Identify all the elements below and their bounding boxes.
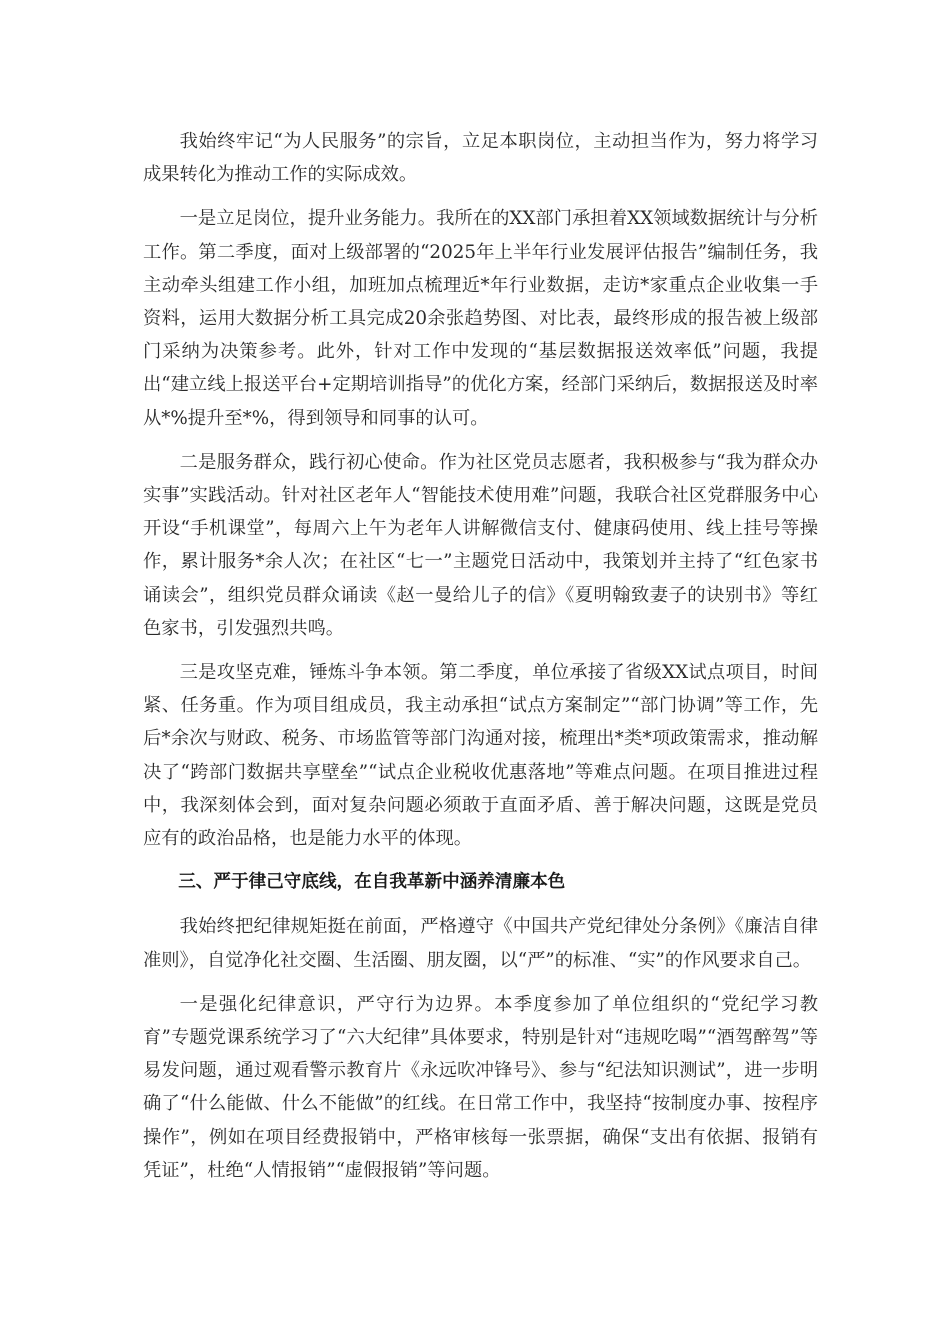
paragraph-serve-public: 二是服务群众，践行初心使命。作为社区党员志愿者，我积极参与“我为群众办实事”实践活动。针对社区老年人“智能技术使用难”问题，我联合社区党群服务中心开设“手机课堂”，每周六上午为老年人讲解微信支付、健康码使用、线上挂号等操作，累计服务*余人次；在社区“七一”主题党日活动中，我策划并主持了“红色家书诵读会”，组织党员群众诵读《赵一曼给儿子的信》《夏明翰致妻子的诀别书》等红色家书，引发强烈共鸣。 (143, 451, 818, 639)
section-heading-self-discipline: 三、严于律己守底线，在自我革新中涵养清廉本色 (178, 872, 566, 893)
paragraph-intro: 我始终牢记“为人民服务”的宗旨，立足本职岗位，主动担当作为，努力将学习成果转化为推动工作的实际成效。 (143, 131, 818, 186)
document-body (143, 125, 818, 1198)
paragraph-discipline-awareness: 一是强化纪律意识，严守行为边界。本季度参加了单位组织的“党纪学习教育”专题党课系统学习了“六大纪律”具体要求，特别是针对“违规吃喝”“酒驾醉驾”等易发问题，通过观看警示教育片《永远吹冲锋号》、参与“纪法知识测试”，进一步明确了“什么能做、什么不能做”的红线。在日常工作中，我坚持“按制度办事、按程序操作”，例如在项目经费报销中，严格审核每一张票据，确保“支出有依据、报销有凭证”，杜绝“人情报销”“虚假报销”等问题。 (143, 993, 818, 1181)
paragraph-overcome-difficulties: 三是攻坚克难，锤炼斗争本领。第二季度，单位承接了省级XX试点项目，时间紧、任务重。作为项目组成员，我主动承担“试点方案制定”“部门协调”等工作，先后*余次与财政、税务、市场监管等部门沟通对接，梳理出*类*项政策需求，推动解决了“跨部门数据共享壁垒”“试点企业税收优惠落地”等难点问题。在项目推进过程中，我深刻体会到，面对复杂问题必须敢于直面矛盾、善于解决问题，这既是党员应有的政治品格，也是能力水平的体现。 (143, 662, 818, 850)
paragraph-discipline-intro: 我始终把纪律规矩挺在前面，严格遵守《中国共产党纪律处分条例》《廉洁自律准则》，自觉净化社交圈、生活圈、朋友圈，以“严”的标准、“实”的作风要求自己。 (143, 916, 818, 971)
paragraph-business-ability: 一是立足岗位，提升业务能力。我所在的XX部门承担着XX领域数据统计与分析工作。第二季度，面对上级部署的“2025年上半年行业发展评估报告”编制任务，我主动牵头组建工作小组，加班加点梳理近*年行业数据，走访*家重点企业收集一手资料，运用大数据分析工具完成20余张趋势图、对比表，最终形成的报告被上级部门采纳为决策参考。此外，针对工作中发现的“基层数据报送效率低”问题，我提出“建立线上报送平台+定期培训指导”的优化方案，经部门采纳后，数据报送及时率从*%提升至*%，得到领导和同事的认可。 (143, 208, 818, 429)
